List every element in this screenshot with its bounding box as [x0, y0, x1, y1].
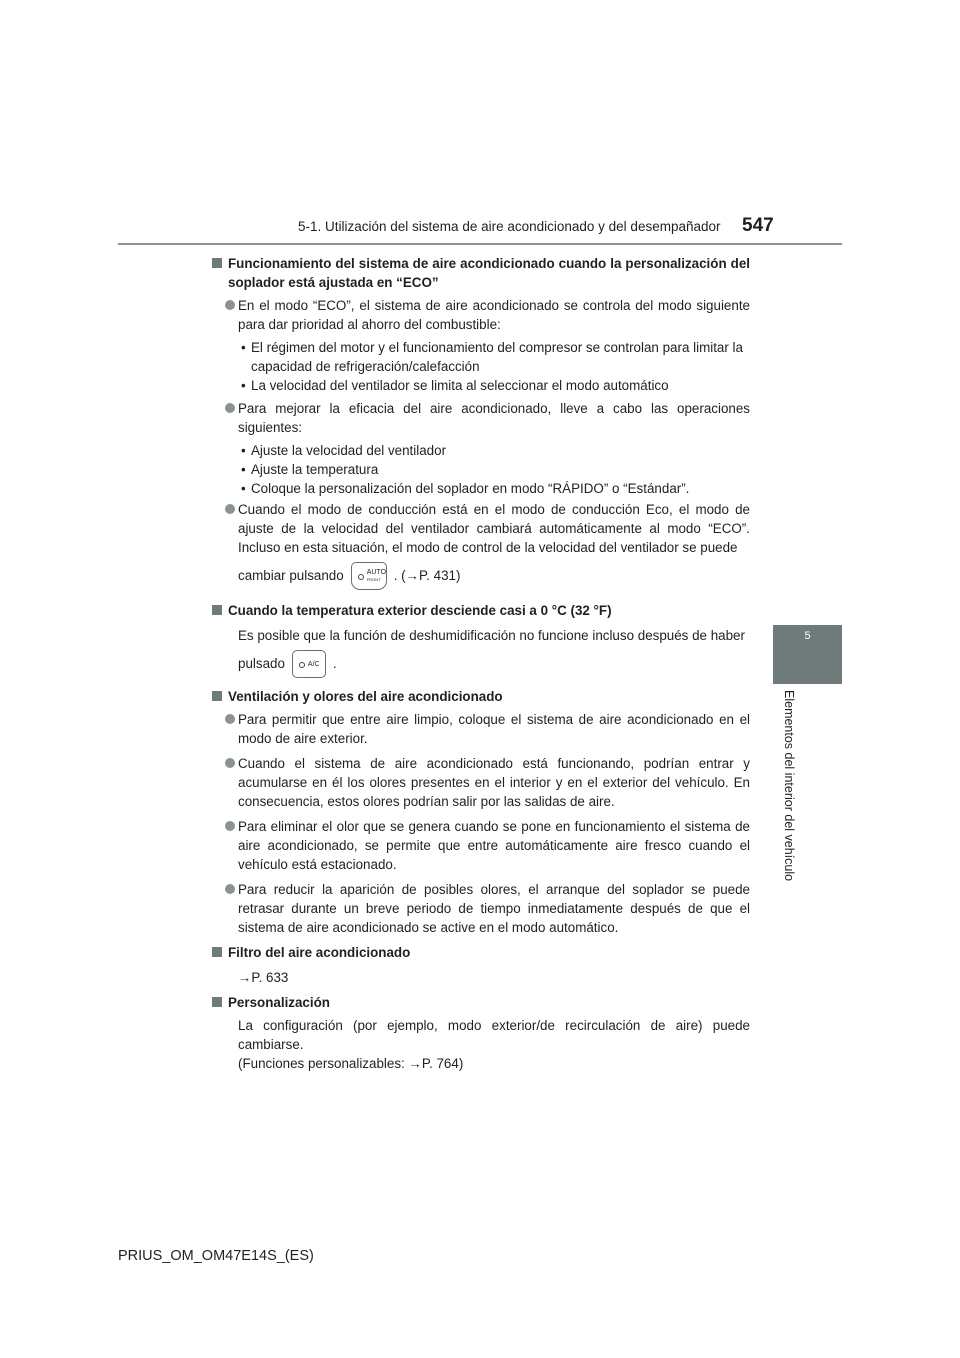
section-heading-filter: Filtro del aire acondicionado	[210, 943, 750, 962]
sub-list-item	[210, 460, 750, 479]
bullet-text: Cuando el sistema de aire acondicionado está funcionando, podrían entrar y acumularse en él los olores presentes en el interior y en el exterior del vehículo. En consecuencia, estos olores podrían salir por las salidas de aire.	[238, 756, 750, 809]
bullet-text: Para permitir que entre aire limpio, coloque el sistema de aire acondicionado en el modo de aire exterior.	[238, 712, 750, 746]
side-tab-number: 5	[804, 630, 811, 642]
side-tab-label-text: Elementos del interior del vehículo	[782, 690, 796, 882]
section-heading-eco: Funcionamiento del sistema de aire acondicionado cuando la personalización del soplador está ajustada en “ECO”	[210, 254, 750, 292]
header-rule	[118, 243, 842, 245]
sub-bullet-text: Ajuste la velocidad del ventilador	[251, 443, 447, 458]
bullet-icon	[225, 714, 235, 724]
sub-bullet-text: La velocidad del ventilador se limita al seleccionar el modo automático	[251, 378, 669, 393]
inline-button-line	[210, 645, 750, 683]
side-tab-label	[752, 690, 796, 886]
inline-text: cambiar pulsando	[238, 568, 344, 583]
sub-list-item	[210, 376, 750, 395]
ac-button-label: A/C	[307, 661, 320, 669]
header-title: 5-1. Utilización del sistema de aire acondicionado y del desempañador	[298, 219, 721, 234]
page-number: 547	[742, 215, 774, 236]
inline-button-line	[210, 557, 750, 595]
sub-bullet-text: El régimen del motor y el funcionamiento del compresor se controlan para limitar la capacidad de refrigeración/calefacción	[251, 340, 743, 374]
bullet-icon	[225, 300, 235, 310]
ac-button-icon	[292, 650, 326, 678]
list-item	[210, 880, 750, 937]
bullet-icon	[225, 758, 235, 768]
bullet-text: Para mejorar la eficacia del aire acondicionado, lleve a cabo las operaciones siguientes:	[238, 401, 750, 435]
bullet-icon	[225, 821, 235, 831]
inline-text: .	[332, 656, 337, 671]
sub-bullet-icon: •	[241, 340, 246, 355]
list-item	[210, 754, 750, 811]
sub-list-item	[210, 338, 750, 376]
sub-bullet-icon: •	[241, 443, 246, 458]
paragraph: (Funciones personalizables: →P. 764)	[238, 1056, 464, 1071]
bullet-text: Cuando el modo de conducción está en el modo de conducción Eco, el modo de ajuste de la velocidad del ventilador cambiará automáticamente al modo “ECO”. Incluso en esta situación, el modo de control de la velocidad del ventilador se puede	[238, 502, 750, 555]
paragraph: La configuración (por ejemplo, modo exterior/de recirculación de aire) puede cambiarse.	[238, 1018, 750, 1052]
footer-code: PRIUS_OM_OM47E14S_(ES)	[118, 1248, 314, 1264]
sub-list-item	[210, 479, 750, 498]
list-item	[210, 399, 750, 437]
section-heading-temperature: Cuando la temperatura exterior desciende casi a 0 °C (32 °F)	[210, 601, 750, 620]
inline-text: . (→P. 431)	[393, 568, 461, 583]
list-item	[210, 500, 750, 557]
list-item	[210, 817, 750, 874]
bullet-text: Para reducir la aparición de posibles olores, el arranque del soplador se puede retrasar durante un breve periodo de tiempo inmediatamente después de que el sistema de aire acondicionado se active en el modo automático.	[238, 882, 750, 935]
paragraph: Es posible que la función de deshumidificación no funcione incluso después de haber	[238, 628, 745, 643]
list-item	[210, 296, 750, 334]
bullet-icon	[225, 504, 235, 514]
list-item	[210, 710, 750, 748]
cross-reference-link[interactable]: →P. 633	[238, 970, 289, 985]
sub-bullet-icon: •	[241, 462, 246, 477]
indicator-light-icon	[358, 574, 364, 580]
bullet-icon	[225, 403, 235, 413]
indicator-light-icon	[299, 662, 305, 668]
sub-bullet-icon: •	[241, 378, 246, 393]
bullet-icon	[225, 884, 235, 894]
inline-text: pulsado	[238, 656, 285, 671]
section-heading-ventilation: Ventilación y olores del aire acondicionado	[210, 687, 750, 706]
auto-button-label: AUTO	[366, 569, 387, 577]
page-content	[210, 254, 750, 1077]
bullet-text: En el modo “ECO”, el sistema de aire acondicionado se controla del modo siguiente para dar prioridad al ahorro del combustible:	[238, 298, 750, 332]
bullet-text: Para eliminar el olor que se genera cuando se pone en funcionamiento el sistema de aire acondicionado, se permite que entre automáticamente aire fresco cuando el vehículo está estacionado.	[238, 819, 750, 872]
section-heading-personalization: Personalización	[210, 993, 750, 1012]
sub-bullet-icon: •	[241, 481, 246, 496]
sub-list-item	[210, 441, 750, 460]
auto-button-sublabel: FRONT	[366, 577, 381, 583]
sub-bullet-text: Ajuste la temperatura	[251, 462, 379, 477]
auto-button-icon	[351, 562, 387, 590]
sub-bullet-text: Coloque la personalización del soplador en modo “RÁPIDO” o “Estándar”.	[251, 481, 690, 496]
